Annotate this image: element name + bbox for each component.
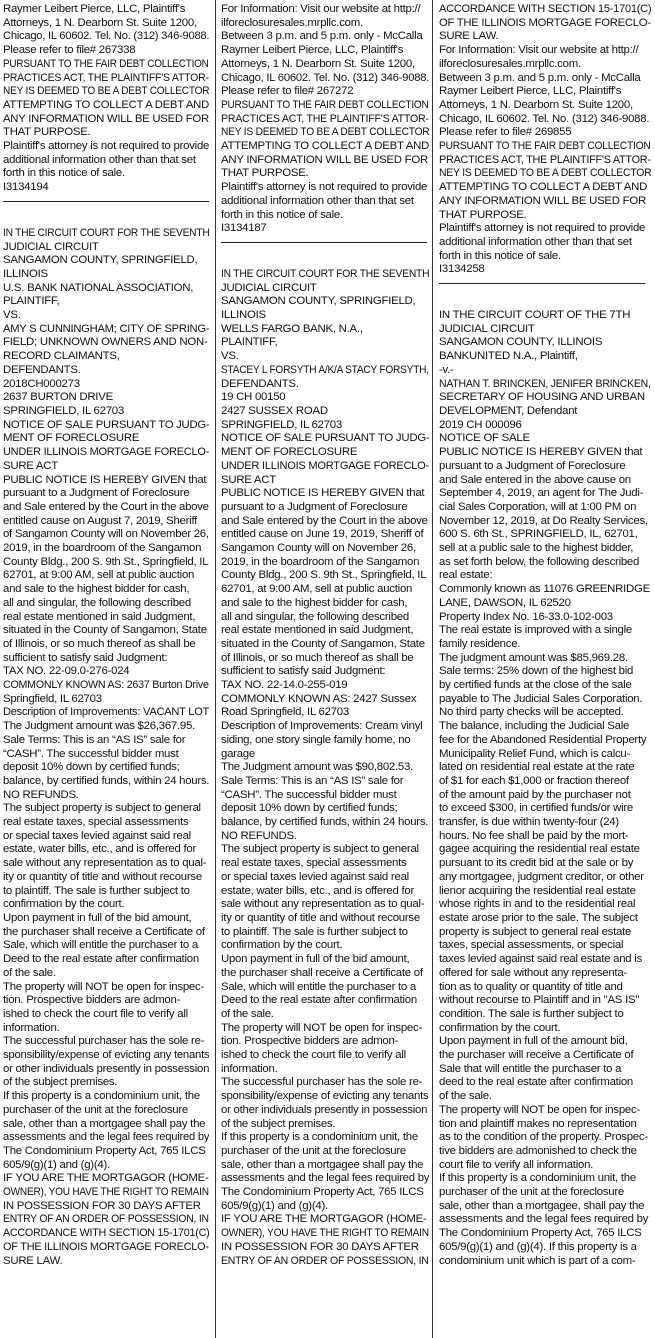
notice-text-line: whose rights in and to the residential real [439, 898, 636, 911]
column-divider [215, 0, 216, 1338]
notice-text-line: The property will NOT be open for inspec- [221, 1021, 422, 1034]
notice-text-line: situated in the County of Sangamon, State [221, 637, 425, 650]
notice-text-line: payable to The Judicial Sales Corporation. [439, 692, 643, 705]
notice-text-line: of the subject premises. [221, 1117, 336, 1130]
notice-text-line: and sale to the highest bidder for cash, [3, 583, 190, 596]
notice-text-line: assessments and the legal fees required by [439, 1213, 649, 1226]
notice-text-line: Deed to the real estate after confirmation [221, 994, 417, 1007]
notice-text-line: IN POSSESSION FOR 30 DAYS AFTER [3, 1199, 201, 1212]
notice-text-line: For Information: Visit our website at http:// [221, 3, 421, 15]
notice-text-line: DEVELOPMENT, Defendant [439, 404, 578, 417]
notice-text-line: U.S. BANK NATIONAL ASSOCIATION, [3, 281, 194, 294]
notice-text-line: NATHAN T. BRINCKEN, JENIFER BRINCKEN, [439, 377, 651, 390]
notice-text-line: TAX NO. 22-14.0-255-019 [221, 679, 348, 692]
notice-text-line: Commonly known as 11076 GREENRIDGE [439, 583, 650, 596]
notice-text-line: 605/9(g)(1) and (g)(4). [3, 1158, 110, 1171]
notice-text-line: Chicago, IL 60602. Tel. No. (312) 346-9088. [221, 71, 429, 84]
notice-text-line: The subject property is subject to general [221, 843, 419, 856]
notice-text-line: real estate: [439, 569, 493, 582]
notice-separator-rule [439, 283, 645, 284]
notice-text-line: taxes, special assessments, or special [439, 939, 624, 952]
notice-text-line: situated in the County of Sangamon, State [3, 624, 207, 637]
notice-text-line: 19 CH 00150 [221, 391, 286, 404]
notice-text-line: 62701, at 9:00 AM, sell at public auction [3, 569, 195, 582]
notice-text-line: additional information other than that set [3, 153, 196, 166]
notice-text-line: Plaintiff's attorney is not required to provide [439, 222, 646, 235]
notice-text-line: sale, other than a mortgagee, shall pay the [439, 1199, 645, 1212]
notice-text-line: NO REFUNDS. [221, 829, 297, 842]
notice-text-line: SANGAMON COUNTY, SPRINGFIELD, [221, 295, 416, 308]
column-2 [221, 3, 429, 1335]
notice-text-line: ilforeclosuresales.mrpllc.com. [221, 16, 363, 29]
notice-text-line: sponsibility/expense of evicting any tenants [221, 1090, 429, 1103]
notice-text-line: purchaser of the unit at the foreclosure [3, 1103, 189, 1116]
notice-text-line: FIELD; UNKNOWN OWNERS AND NON- [3, 336, 208, 349]
notice-text-line: pursuant to a Judgment of Foreclosure [221, 500, 408, 513]
notice-text-line: additional information other than that set [439, 235, 632, 248]
notice-text-line: sale, other than a mortgagee shall pay the [3, 1117, 206, 1130]
notice-text-line: Plaintiff's attorney is not required to provide [3, 140, 209, 153]
notice-text-line: County Bldg., 200 S. 9th St., Springfield, IL [221, 569, 427, 582]
notice-text-line: Raymer Leibert Pierce, LLC, Plaintiff's [221, 44, 404, 57]
notice-text-line: NEY IS DEEMED TO BE A DEBT COLLECTOR [221, 126, 429, 139]
notice-text-line: sufficient to satisfy said Judgment: [3, 651, 168, 664]
notice-text-line: property is subject to general real estate [439, 925, 632, 938]
notice-text-line: RECORD CLAIMANTS, [3, 350, 120, 363]
notice-text-line: VS. [3, 309, 21, 322]
notice-text-line: to plaintiff. The sale is further subject to [3, 884, 190, 897]
notice-text-line: sale without any representation as to qual- [221, 898, 425, 911]
notice-text-line: entitled cause on August 7, 2019, Sheriff [3, 514, 198, 527]
notice-text-line: 2637 BURTON DRIVE [3, 391, 113, 404]
notice-text-line: NEY IS DEEMED TO BE A DEBT COLLECTOR [439, 167, 651, 180]
notice-text-line: NOTICE OF SALE PURSUANT TO JUDG- [3, 418, 209, 431]
notice-text-line: JUDICIAL CIRCUIT [3, 240, 99, 253]
notice-text-line: family residence. [439, 637, 521, 650]
notice-text-line: 2019 CH 000096 [439, 418, 522, 431]
notice-text-line: pursuant to its credit bid at the sale or by [439, 857, 634, 870]
notice-text-line: as set forth below, the following described [439, 555, 640, 568]
notice-text-line: PRACTICES ACT, THE PLAINTIFF'S ATTOR- [439, 153, 651, 166]
notice-text-line: The successful purchaser has the sole re- [221, 1076, 423, 1089]
notice-text-line: OF THE ILLINOIS MORTGAGE FORECLO- [3, 1240, 209, 1253]
notice-text-line: OWNER), YOU HAVE THE RIGHT TO REMAIN [221, 1227, 429, 1240]
notice-text-line: sponsibility/expense of evicting any tenants [3, 1049, 209, 1062]
notice-text-line: If this property is a condominium unit, the [439, 1172, 636, 1185]
notice-text-line: I3134187 [221, 222, 267, 235]
notice-text-line: No third party checks will be accepted. [439, 706, 624, 719]
notice-text-line: sell at a public sale to the highest bidder, [439, 542, 634, 555]
notice-text-line: COMMONLY KNOWN AS: 2637 Burton Drive [3, 679, 209, 692]
notice-text-line: SURE ACT [3, 459, 58, 472]
notice-text-line: Attorneys, 1 N. Dearborn St. Suite 1200, [3, 16, 197, 29]
notice-text-line: of the sale. [221, 1007, 274, 1020]
notice-text-line: additional information other than that set [221, 194, 414, 207]
notice-text-line: Between 3 p.m. and 5 p.m. only - McCalla [439, 71, 641, 84]
notice-text-line: gagee acquiring the residential real estate [439, 843, 640, 856]
notice-text-line: or other individuals presently in possession [221, 1103, 428, 1116]
column-1 [3, 3, 209, 1335]
notice-text-line: Sale terms: 25% down of the highest bid [439, 665, 634, 678]
notice-text-line: WELLS FARGO BANK, N.A., [221, 322, 363, 335]
notice-text-line: NEY IS DEEMED TO BE A DEBT COLLECTOR [3, 85, 209, 98]
notice-text-line: NOTICE OF SALE PURSUANT TO JUDG- [221, 432, 429, 445]
legal-notice [221, 3, 429, 236]
legal-notice [3, 3, 209, 195]
notice-text-line: 2019, in the boardroom of the Sangamon [221, 555, 420, 568]
notice-text-line: or special taxes levied against said real [221, 870, 409, 883]
notice-text-line: The subject property is subject to general [3, 802, 201, 815]
notice-text-line: LANE, DAWSON, IL 62520 [439, 596, 571, 609]
notice-text-line: 62701, at 9:00 AM, sell at public auction [221, 583, 413, 596]
notice-text-line: balance, by certified funds, within 24 hours. [3, 774, 209, 787]
notice-text-line: tive bidders are admonished to check the [439, 1144, 637, 1157]
notice-text-line: BANKUNITED N.A., Plaintiff, [439, 350, 578, 363]
notice-text-line: information. [221, 1062, 278, 1075]
notice-text-line: Road Springfield, IL 62703 [221, 706, 349, 719]
notice-text-line: OF THE ILLINOIS MORTGAGE FORECLO- [439, 16, 651, 29]
notice-text-line: The Judgment amount was $26,367.95. [3, 720, 195, 733]
notice-text-line: SPRINGFIELD, IL 62703 [221, 418, 342, 431]
notice-text-line: tion and plaintiff makes no representation [439, 1117, 637, 1130]
notice-text-line: The property will NOT be open for inspec- [439, 1103, 640, 1116]
notice-text-line: DEFENDANTS. [221, 377, 299, 390]
notice-text-line: or special taxes levied against said real [3, 829, 191, 842]
notice-text-line: sale without any representation as to qual- [3, 857, 207, 870]
notice-text-line: confirmation by the court. [439, 1021, 561, 1034]
notice-text-line: 605/9(g)(1) and (g)(4). If this property is a [439, 1240, 637, 1253]
notice-text-line: Property Index No. 16-33.0-102-003 [439, 610, 613, 623]
notice-text-line: 2427 SUSSEX ROAD [221, 404, 328, 417]
notice-text-line: ANY INFORMATION WILL BE USED FOR [221, 153, 428, 166]
notice-text-line: tion. Prospective bidders are admon- [3, 994, 181, 1007]
notice-text-line: Description of Improvements: VACANT LOT [3, 706, 209, 719]
notice-text-line: 600 S. 6th St., SPRINGFIELD, IL, 62701, [439, 528, 638, 541]
notice-text-line: PURSUANT TO THE FAIR DEBT COLLECTION [221, 98, 429, 111]
notice-text-line: of Illinois, or so much thereof as shall be [221, 651, 414, 664]
notice-text-line: NO REFUNDS. [3, 788, 79, 801]
notice-text-line: taxes levied against said real estate and is [439, 953, 643, 966]
notice-text-line: UNDER ILLINOIS MORTGAGE FORECLO- [3, 446, 209, 459]
notice-text-line: ILLINOIS [221, 309, 266, 322]
column-3 [439, 3, 651, 1335]
notice-text-line: The Condominium Property Act, 765 ILCS [439, 1227, 642, 1240]
notice-text-line: SANGAMON COUNTY, ILLINOIS [439, 336, 603, 349]
notice-text-line: Springfield, IL 62703 [3, 692, 102, 705]
legal-notice [439, 309, 651, 1268]
notice-text-line: The Condominium Property Act, 765 ILCS [3, 1144, 206, 1157]
notice-text-line: ATTEMPTING TO COLLECT A DEBT AND [439, 181, 648, 194]
notice-text-line: assessments and the legal fees required by [221, 1172, 429, 1185]
notice-text-line: ANY INFORMATION WILL BE USED FOR [439, 194, 646, 207]
legal-notice [3, 227, 209, 1268]
notice-text-line: THAT PURPOSE. [439, 208, 527, 221]
notice-text-line: PRACTICES ACT, THE PLAINTIFF'S ATTOR- [3, 71, 209, 84]
notice-text-line: confirmation by the court. [221, 939, 343, 952]
notice-text-line: ilforeclosuresales.mrpllc.com. [439, 57, 581, 70]
notice-text-line: IN THE CIRCUIT COURT OF THE 7TH [439, 309, 631, 322]
notice-text-line: of the sale. [3, 966, 56, 979]
notice-text-line: PUBLIC NOTICE IS HEREBY GIVEN that [221, 487, 425, 500]
notice-text-line: estate, water bills, etc., and is offered for [221, 884, 415, 897]
notice-text-line: purchaser of the unit at the foreclosure [439, 1186, 625, 1199]
notice-text-line: SURE LAW. [439, 30, 499, 43]
notice-text-line: purchaser of the unit at the foreclosure [221, 1144, 407, 1157]
notice-text-line: IF YOU ARE THE MORTGAGOR (HOME- [3, 1172, 209, 1185]
notice-separator-rule [221, 242, 427, 243]
notice-text-line: ENTRY OF AN ORDER OF POSSESSION, IN [3, 1213, 209, 1226]
notice-text-line: THAT PURPOSE. [3, 126, 91, 139]
notice-text-line: and Sale entered by the Court in the above [221, 514, 428, 527]
notice-text-line: IN POSSESSION FOR 30 DAYS AFTER [221, 1240, 419, 1253]
notice-text-line: ANY INFORMATION WILL BE USED FOR [3, 112, 209, 125]
notice-text-line: The judgment amount was $85,969.28. [439, 651, 628, 664]
notice-text-line: For Information: Visit our website at http:// [439, 44, 639, 57]
notice-text-line: estate arose prior to the sale. The subject [439, 912, 638, 924]
notice-text-line: PUBLIC NOTICE IS HEREBY GIVEN that [439, 446, 643, 459]
notice-text-line: condition. The sale is further subject to [439, 1007, 624, 1020]
notice-text-line: and sale to the highest bidder for cash, [221, 596, 408, 609]
notice-text-line: Attorneys, 1 N. Dearborn St. Suite 1200, [439, 98, 633, 111]
notice-text-line: ished to check the court file to verify all [221, 1049, 406, 1062]
notice-text-line: the purchaser will receive a Certificate of [439, 1049, 634, 1062]
notice-text-line: 2018CH000273 [3, 377, 80, 390]
notice-text-line: PLAINTIFF, [221, 336, 278, 349]
notice-text-line: November 12, 2019, at Do Realty Services, [439, 514, 648, 527]
notice-text-line: offered for sale without any representa- [439, 966, 627, 979]
notice-separator-rule [3, 201, 209, 202]
notice-text-line: the purchaser shall receive a Certificate of [3, 925, 205, 938]
notice-text-line: STACEY L FORSYTH A/K/A STACY FORSYTH, [221, 363, 429, 376]
notice-text-line: SURE LAW. [3, 1254, 63, 1267]
notice-text-line: Plaintiff's attorney is not required to provide [221, 181, 428, 194]
notice-text-line: DEFENDANTS. [3, 363, 81, 376]
notice-text-line: IN THE CIRCUIT COURT FOR THE SEVENTH [3, 226, 209, 239]
notice-text-line: PLAINTIFF, [3, 295, 60, 308]
notice-text-line: transfer, is due within twenty-four (24) [439, 816, 619, 829]
notice-text-line: Description of Improvements: Cream vinyl [221, 720, 423, 733]
notice-text-line: If this property is a condominium unit, the [3, 1090, 200, 1103]
notice-text-line: -v.- [439, 363, 454, 376]
notice-text-line: hours. No fee shall be paid by the mort- [439, 829, 629, 842]
notice-text-line: IF YOU ARE THE MORTGAGOR (HOME- [221, 1213, 427, 1226]
notice-text-line: Raymer Leibert Pierce, LLC, Plaintiff's [3, 3, 186, 15]
notice-text-line: ACCORDANCE WITH SECTION 15-1701(C) [439, 3, 651, 15]
notice-text-line: deposit 10% down by certified funds; [221, 802, 398, 815]
notice-text-line: fee for the Abandoned Residential Property [439, 733, 647, 746]
notice-text-line: cial Sales Corporation, will at 1:00 PM on [439, 500, 637, 513]
notice-text-line: all and singular, the following described [3, 596, 191, 609]
notice-text-line: Please refer to file# 267272 [221, 85, 354, 98]
notice-text-line: NOTICE OF SALE [439, 432, 530, 445]
notice-text-line: all and singular, the following described [221, 610, 409, 623]
notice-text-line: or other individuals presently in possession [3, 1062, 209, 1075]
notice-text-line: County Bldg., 200 S. 9th St., Springfield, IL [3, 555, 209, 568]
notice-text-line: siding, one story single family home, no [221, 733, 411, 746]
notice-text-line: real estate mentioned in said Judgment, [3, 610, 196, 623]
notice-text-line: confirmation by the court. [3, 898, 125, 911]
notice-text-line: The Condominium Property Act, 765 ILCS [221, 1186, 424, 1199]
notice-text-line: SANGAMON COUNTY, SPRINGFIELD, [3, 254, 198, 267]
notice-text-line: to exceed $300, in certified funds/or wire [439, 802, 634, 815]
notice-text-line: THAT PURPOSE. [221, 167, 309, 180]
notice-text-line: MENT OF FORECLOSURE [3, 432, 140, 445]
notice-text-line: VS. [221, 350, 239, 363]
notice-text-line: sale, other than a mortgagee shall pay the [221, 1158, 424, 1171]
notice-text-line: Raymer Leibert Pierce, LLC, Plaintiff's [439, 85, 622, 98]
notice-text-line: Chicago, IL 60602. Tel. No. (312) 346-9088. [3, 30, 209, 43]
notice-text-line: The Judgment amount was $90,802.53. [221, 761, 413, 774]
notice-text-line: JUDICIAL CIRCUIT [221, 281, 317, 294]
notice-text-line: If this property is a condominium unit, the [221, 1131, 418, 1144]
notice-text-line: any mortgagee, judgment creditor, or other [439, 870, 644, 883]
notice-text-line: 605/9(g)(1) and (g)(4). [221, 1199, 328, 1212]
notice-text-line: Please refer to file# 267338 [3, 44, 136, 57]
notice-text-line: IN THE CIRCUIT COURT FOR THE SEVENTH [221, 267, 429, 280]
notice-text-line: The balance, including the Judicial Sale [439, 720, 630, 733]
notice-text-line: PUBLIC NOTICE IS HEREBY GIVEN that [3, 473, 207, 486]
notice-text-line: deed to the real estate after confirmation [439, 1076, 634, 1089]
notice-text-line: Please refer to file# 269855 [439, 126, 572, 139]
notice-text-line: and Sale entered in the above cause on [439, 473, 631, 486]
notice-text-line: tion as to quality or quantity of title and [439, 980, 623, 993]
notice-text-line: court file to verify all information. [439, 1158, 594, 1171]
notice-text-line: of the sale. [439, 1090, 492, 1103]
notice-text-line: ATTEMPTING TO COLLECT A DEBT AND [3, 98, 209, 111]
notice-text-line: SURE ACT [221, 473, 276, 486]
notice-text-line: The property will NOT be open for inspec- [3, 980, 204, 993]
notice-text-line: “CASH”. The successful bidder must [3, 747, 179, 760]
notice-text-line: AMY S CUNNINGHAM; CITY OF SPRING- [3, 322, 209, 335]
notice-text-line: to plaintiff. The sale is further subject to [221, 925, 408, 938]
notice-text-line: SECRETARY OF HOUSING AND URBAN [439, 391, 645, 404]
notice-text-line: of Sangamon County will on November 26, [3, 528, 209, 541]
notice-text-line: ATTEMPTING TO COLLECT A DEBT AND [221, 140, 429, 153]
notice-text-line: pursuant to a Judgment of Foreclosure [439, 459, 626, 472]
notice-text-line: Upon payment in full of the amount bid, [439, 1035, 628, 1048]
notice-text-line: PRACTICES ACT, THE PLAINTIFF'S ATTOR- [221, 112, 429, 125]
notice-text-line: by certified funds at the close of the sale [439, 679, 632, 692]
notice-text-line: The successful purchaser has the sole re- [3, 1035, 205, 1048]
notice-text-line: JUDICIAL CIRCUIT [439, 322, 535, 335]
column-divider [432, 0, 433, 1338]
notice-text-line: pursuant to a Judgment of Foreclosure [3, 487, 190, 500]
notice-text-line: SPRINGFIELD, IL 62703 [3, 404, 124, 417]
notice-text-line: Sale that will entitle the purchaser to a [439, 1062, 622, 1075]
notice-text-line: Sale, which will entitle the purchaser to a [221, 980, 417, 993]
notice-text-line: Sangamon County will on November 26, [221, 542, 416, 555]
notice-text-line: balance, by certified funds, within 24 hours. [221, 816, 429, 829]
notice-text-line: the purchaser shall receive a Certificate of [221, 966, 423, 979]
notice-text-line: of the amount paid by the purchaser not [439, 788, 631, 801]
notice-text-line: Attorneys, 1 N. Dearborn St. Suite 1200, [221, 57, 415, 70]
notice-text-line: ENTRY OF AN ORDER OF POSSESSION, IN [221, 1254, 429, 1267]
notice-text-line: and Sale entered by the Court in the above [3, 500, 209, 513]
notice-text-line: The real estate is improved with a single [439, 624, 632, 637]
notice-text-line: TAX NO. 22-09.0-276-024 [3, 665, 130, 678]
notice-text-line: deposit 10% down by certified funds; [3, 761, 180, 774]
notice-text-line: lienor acquiring the residential real estate [439, 884, 636, 897]
notice-text-line: Between 3 p.m. and 5 p.m. only - McCalla [221, 30, 423, 43]
notice-text-line: garage [221, 747, 255, 760]
notice-text-line: real estate taxes, special assessments [221, 857, 407, 870]
notice-text-line: real estate taxes, special assessments [3, 816, 189, 829]
notice-text-line: COMMONLY KNOWN AS: 2427 Sussex [221, 692, 417, 705]
notice-text-line: forth in this notice of sale. [221, 208, 343, 221]
notice-text-line: of Illinois, or so much thereof as shall be [3, 637, 196, 650]
notice-text-line: of the subject premises. [3, 1076, 118, 1089]
notice-text-line: Chicago, IL 60602. Tel. No. (312) 346-9088. [439, 112, 650, 125]
notice-text-line: Deed to the real estate after confirmation [3, 953, 199, 966]
notice-text-line: “CASH”. The successful bidder must [221, 788, 397, 801]
legal-notice [221, 268, 429, 1268]
notice-text-line: Sale, which will entitle the purchaser to a [3, 939, 199, 952]
notice-text-line: ity or quantity of title and without recourse [221, 912, 420, 924]
notice-text-line: ILLINOIS [3, 267, 48, 280]
notice-text-line: ACCORDANCE WITH SECTION 15-1701(C) [3, 1227, 209, 1240]
notice-text-line: sufficient to satisfy said Judgment: [221, 665, 386, 678]
notice-text-line: real estate mentioned in said Judgment, [221, 624, 414, 637]
notice-text-line: I3134194 [3, 181, 49, 194]
notice-text-line: entitled cause on June 19, 2019, Sheriff of [221, 528, 424, 541]
notice-text-line: as to the condition of the property. Prospec- [439, 1131, 648, 1144]
notice-text-line: of $1 for each $1,000 or fraction thereof [439, 774, 629, 787]
notice-text-line: I3134258 [439, 263, 485, 276]
notice-text-line: ished to check the court file to verify all [3, 1007, 188, 1020]
notice-text-line: UNDER ILLINOIS MORTGAGE FORECLO- [221, 459, 429, 472]
notice-text-line: PURSUANT TO THE FAIR DEBT COLLECTION [439, 140, 651, 153]
notice-text-line: information. [3, 1021, 60, 1034]
notice-text-line: lated on residential real estate at the rate [439, 761, 635, 774]
notice-text-line: PURSUANT TO THE FAIR DEBT COLLECTION [3, 57, 209, 70]
legal-notice [439, 3, 651, 277]
notice-text-line: Upon payment in full of the bid amount, [3, 912, 192, 924]
notice-text-line: assessments and the legal fees required by [3, 1131, 209, 1144]
notice-text-line: Municipality Relief Fund, which is calcu- [439, 747, 631, 760]
notice-text-line: Sale Terms: This is an “AS IS” sale for [3, 733, 186, 746]
notice-text-line: Sale Terms: This is an “AS IS” sale for [221, 774, 404, 787]
notice-text-line: September 4, 2019, an agent for The Judi- [439, 487, 644, 500]
notice-text-line: tion. Prospective bidders are admon- [221, 1035, 399, 1048]
notice-text-line: forth in this notice of sale. [3, 167, 125, 180]
notice-text-line: without recourse to Plaintiff and in "AS IS" [439, 994, 640, 1007]
notice-text-line: Upon payment in full of the bid amount, [221, 953, 410, 966]
notice-text-line: OWNER), YOU HAVE THE RIGHT TO REMAIN [3, 1186, 209, 1199]
notice-text-line: ity or quantity of title and without recourse [3, 870, 202, 883]
notice-text-line: condominium unit which is part of a com- [439, 1254, 636, 1267]
notice-text-line: MENT OF FORECLOSURE [221, 446, 358, 459]
notice-text-line: forth in this notice of sale. [439, 249, 561, 262]
notice-text-line: 2019, in the boardroom of the Sangamon [3, 542, 202, 555]
notice-text-line: estate, water bills, etc., and is offered for [3, 843, 197, 856]
